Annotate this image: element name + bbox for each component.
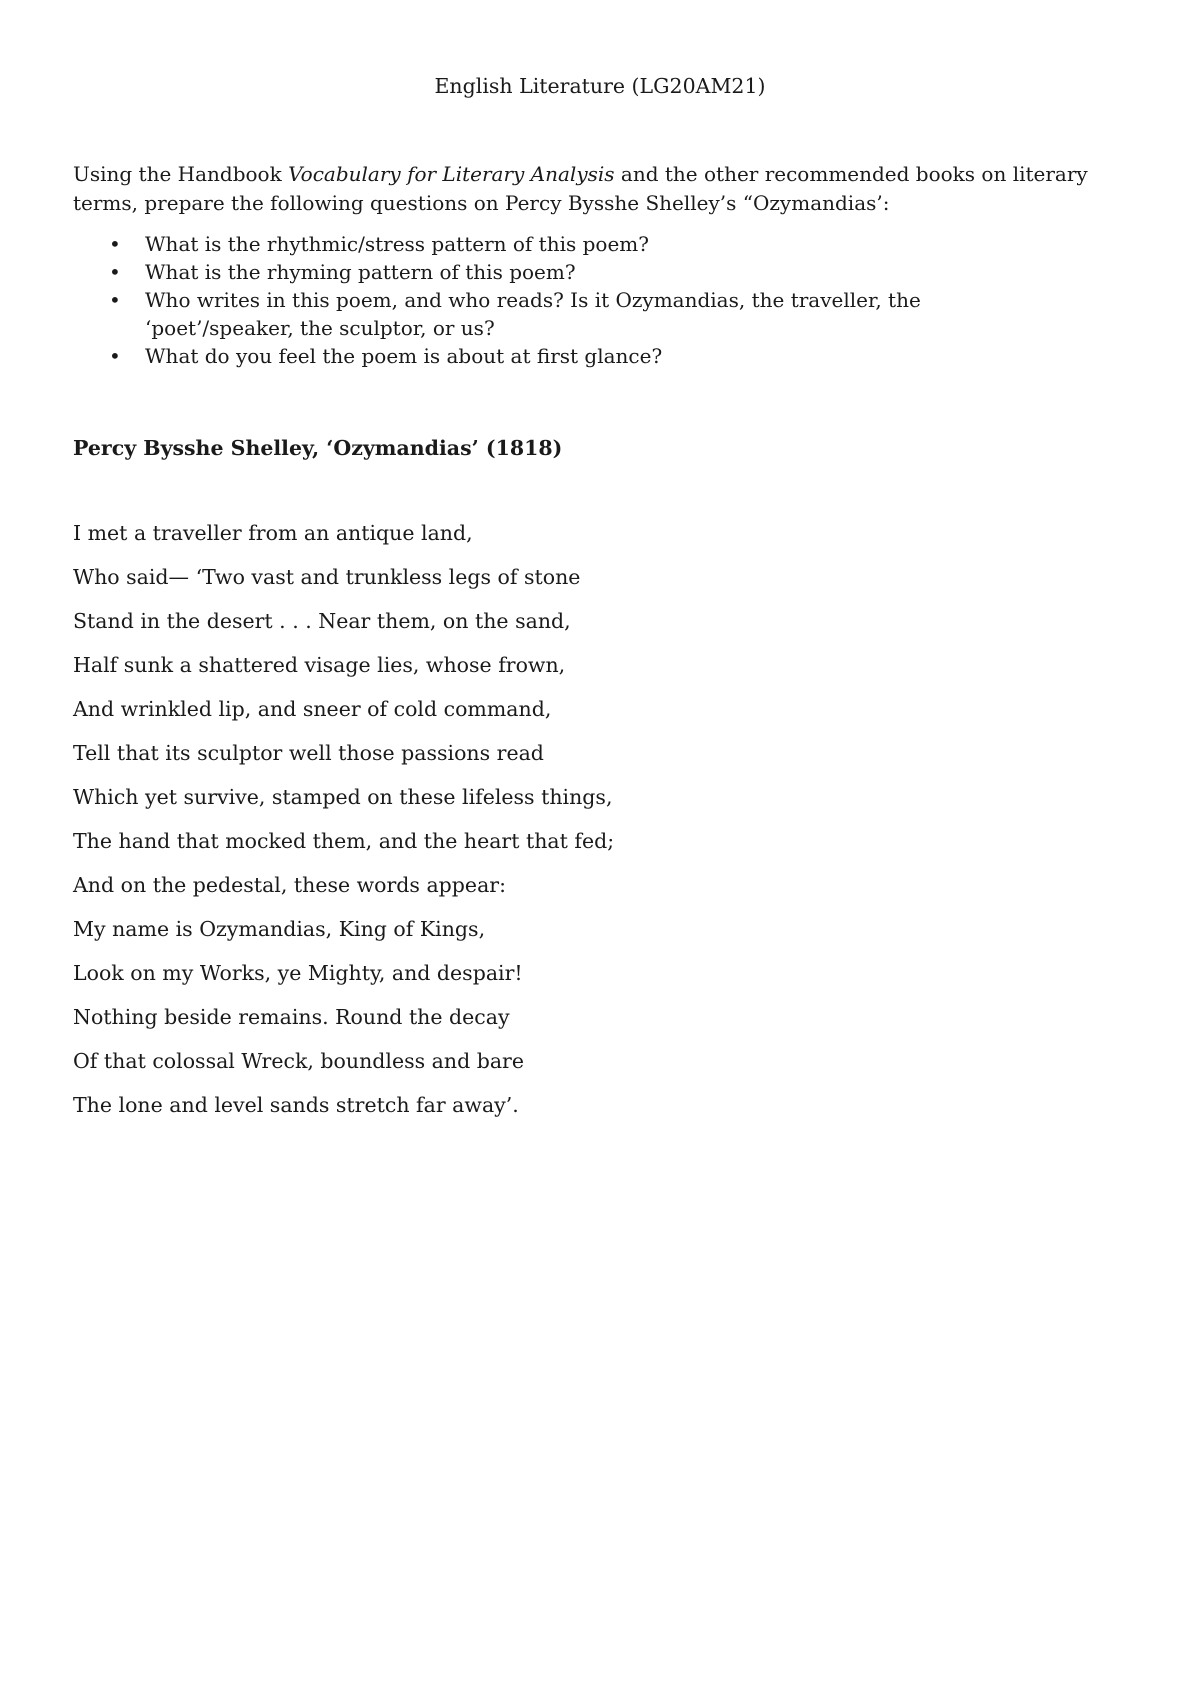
poem-line: Stand in the desert . . . Near them, on the sand,	[73, 609, 571, 633]
instructions-rest: and the other recommended books on literary terms, prepare the following questions on Percy Bysshe Shelley’s “Ozymandias’:	[73, 162, 1088, 215]
poem-line: Of that colossal Wreck, boundless and bare	[73, 1049, 524, 1073]
instructions-lead: Using the Handbook	[73, 162, 289, 186]
poem-body	[73, 519, 973, 1135]
poem-title: Percy Bysshe Shelley, ‘Ozymandias’ (1818)	[73, 436, 563, 460]
course-header: English Literature (LG20AM21)	[434, 74, 766, 98]
poem-line: Look on my Works, ye Mighty, and despair!	[73, 961, 523, 985]
question-item	[73, 342, 1073, 370]
instructions-paragraph	[73, 160, 1143, 218]
instructions-text	[73, 160, 1143, 218]
poem-line: My name is Ozymandias, King of Kings,	[73, 917, 486, 941]
bullet-icon: •	[109, 260, 121, 284]
question-text: What is the rhythmic/stress pattern of this poem?	[145, 232, 649, 256]
poem-line: Which yet survive, stamped on these lifeless things,	[73, 785, 613, 809]
bullet-icon: •	[109, 232, 121, 256]
question-item	[73, 230, 1073, 258]
poem-line: And on the pedestal, these words appear:	[73, 873, 506, 897]
question-text: What is the rhyming pattern of this poem?	[145, 260, 576, 284]
question-text: What do you feel the poem is about at first glance?	[145, 344, 663, 368]
poem-line: I met a traveller from an antique land,	[73, 521, 473, 545]
poem-line: The lone and level sands stretch far away’.	[73, 1093, 519, 1117]
poem-line: And wrinkled lip, and sneer of cold command,	[73, 697, 552, 721]
question-text: Who writes in this poem, and who reads? Is it Ozymandias, the traveller, the ‘poet’/speaker, the sculptor, or us?	[145, 288, 921, 340]
poem-line: Nothing beside remains. Round the decay	[73, 1005, 510, 1029]
poem-line: Half sunk a shattered visage lies, whose frown,	[73, 653, 566, 677]
poem-line: Tell that its sculptor well those passions read	[73, 741, 544, 765]
question-item	[73, 286, 1073, 342]
poem-line: The hand that mocked them, and the heart that fed;	[73, 829, 615, 853]
bullet-icon: •	[109, 288, 121, 312]
question-item	[73, 258, 1073, 286]
handbook-title: Vocabulary for Literary Analysis	[288, 162, 615, 186]
bullet-icon: •	[109, 344, 121, 368]
poem-line: Who said— ‘Two vast and trunkless legs of stone	[73, 565, 581, 589]
question-list	[73, 230, 1073, 370]
